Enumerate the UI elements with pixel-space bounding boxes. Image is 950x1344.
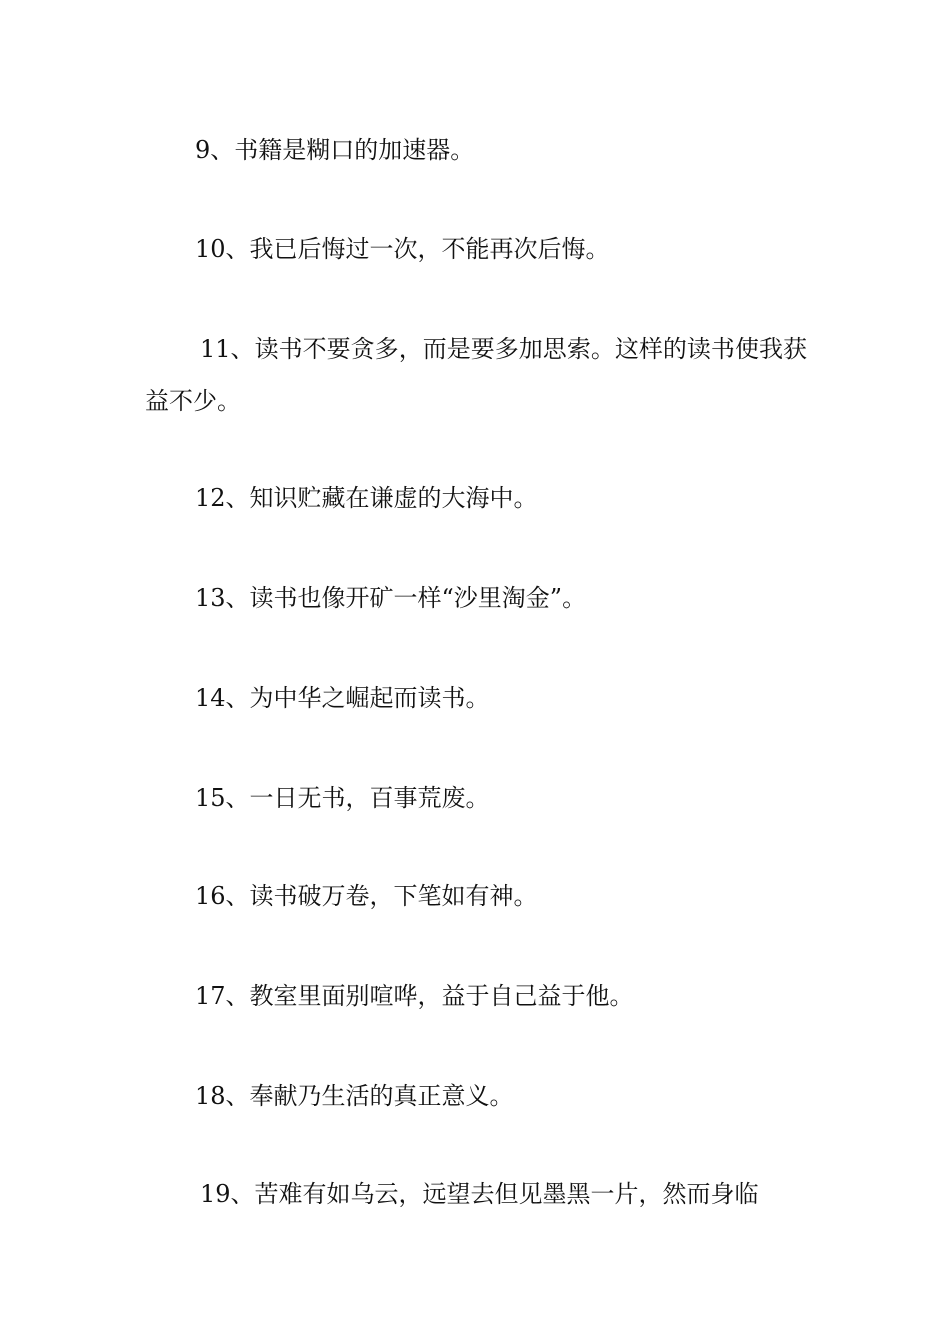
paragraph-19: 19、苦难有如乌云，远望去但见墨黑一片，然而身临 xyxy=(200,1180,759,1208)
paragraph-17: 17、教室里面别喧哗，益于自己益于他。 xyxy=(195,982,634,1010)
paragraph-14: 14、为中华之崛起而读书。 xyxy=(195,684,490,712)
paragraph-15: 15、一日无书，百事荒废。 xyxy=(195,784,490,812)
paragraph-10: 10、我已后悔过一次，不能再次后悔。 xyxy=(195,235,610,263)
paragraph-13: 13、读书也像开矿一样“沙里淘金”。 xyxy=(195,584,587,612)
paragraph-11: 11、读书不要贪多，而是要多加思索。这样的读书使我获益不少。 xyxy=(145,335,807,415)
paragraph-9: 9、书籍是糊口的加速器。 xyxy=(195,136,475,164)
paragraph-18: 18、奉献乃生活的真正意义。 xyxy=(195,1082,514,1110)
paragraph-16: 16、读书破万卷，下笔如有神。 xyxy=(195,882,538,910)
paragraph-12: 12、知识贮藏在谦虚的大海中。 xyxy=(195,484,538,512)
